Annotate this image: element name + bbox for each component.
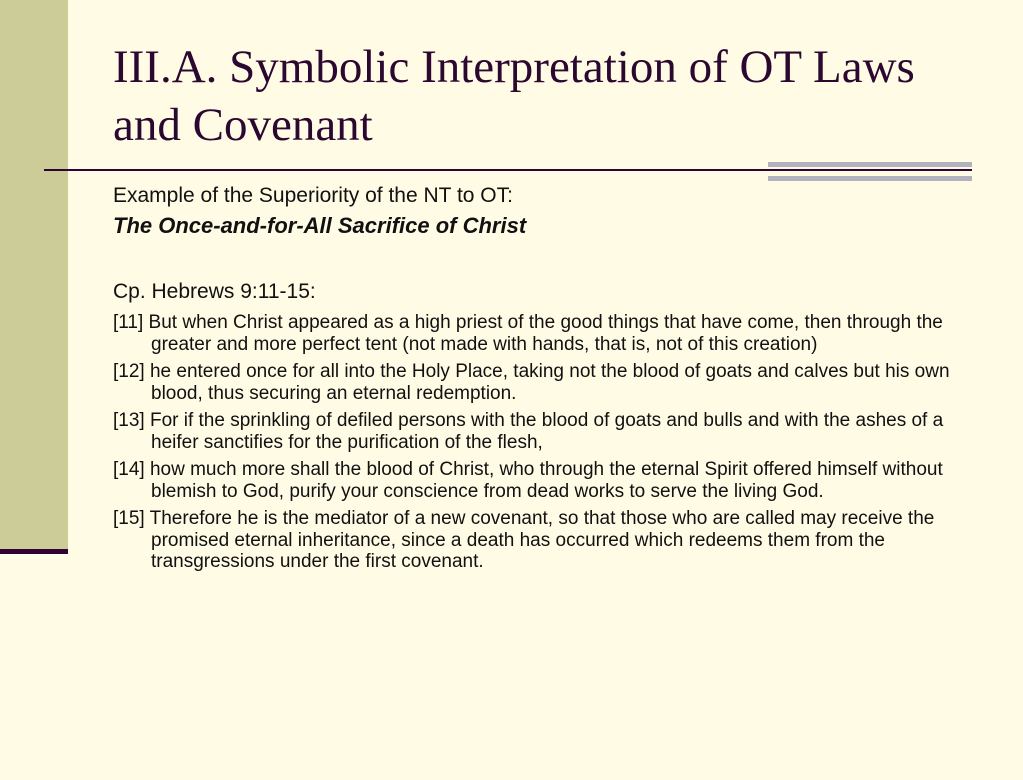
scripture-reference: Cp. Hebrews 9:11-15: bbox=[113, 280, 316, 303]
intro-line: Example of the Superiority of the NT to OT: bbox=[113, 184, 513, 207]
slide-body bbox=[113, 182, 983, 579]
verse-12: [12] he entered once for all into the Holy Place, taking not the blood of goats and calves but his own blood, thus securing an eternal redemption. bbox=[113, 361, 950, 404]
slide-title: III.A. Symbolic Interpretation of OT Laws and Covenant bbox=[113, 41, 915, 151]
verse-14: [14] how much more shall the blood of Christ, who through the eternal Spirit offered himself without blemish to God, purify your conscience from dead works to serve the living God. bbox=[113, 459, 943, 502]
accent-stripe-top bbox=[768, 162, 972, 167]
left-decorative-band bbox=[0, 0, 68, 549]
verse-15: [15] Therefore he is the mediator of a new covenant, so that those who are called may receive the promised eternal inheritance, since a death has occurred which redeems them from the transgressions under the first covenant. bbox=[113, 508, 935, 572]
slide-subtitle: The Once-and-for-All Sacrifice of Christ bbox=[113, 213, 527, 238]
title-divider-accent bbox=[768, 162, 972, 182]
verse-11: [11] But when Christ appeared as a high priest of the good things that have come, then through the greater and more perfect tent (not made with hands, that is, not of this creation) bbox=[113, 312, 943, 355]
accent-stripe-bottom bbox=[768, 176, 972, 181]
verse-13: [13] For if the sprinkling of defiled persons with the blood of goats and bulls and with the ashes of a heifer sanctifies for the purification of the flesh, bbox=[113, 410, 944, 453]
left-band-rule bbox=[0, 549, 68, 554]
verse-list bbox=[113, 312, 983, 573]
